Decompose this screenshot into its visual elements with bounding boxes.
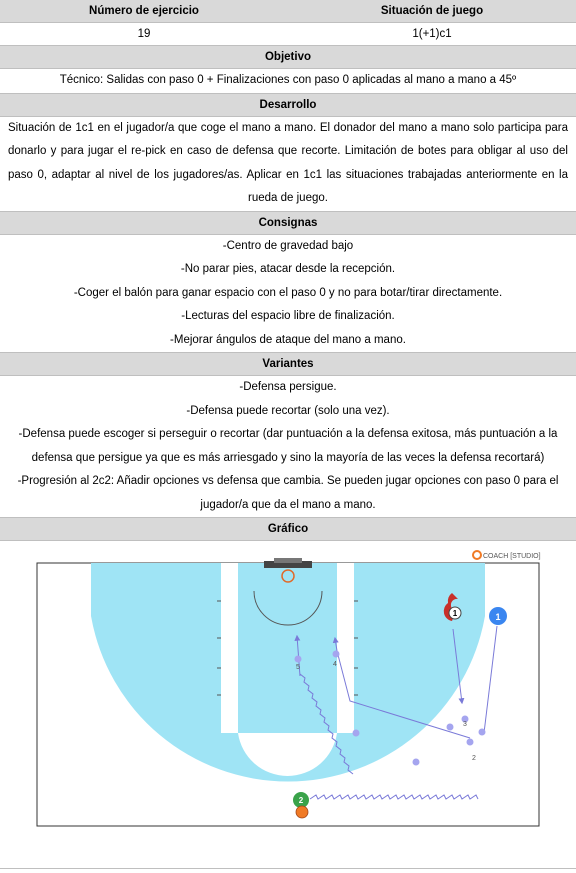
defender-number: 1 xyxy=(452,609,458,618)
variante-item: -Defensa puede escoger si perseguir o recortar (dar puntuación a la defensa exitosa, más puntuación a la defensa que persigue ya que es más arriesgado y sino la mayoría de las veces la defensa recortará) xyxy=(18,428,558,464)
exercise-number-label: Número de ejercicio xyxy=(89,5,199,17)
variante-item: -Defensa puede recortar (solo una vez). xyxy=(186,404,390,417)
court-svg xyxy=(0,541,576,868)
marker-5: 5 xyxy=(296,664,300,671)
variante-item: -Defensa persigue. xyxy=(239,381,337,393)
consignas-title: Consignas xyxy=(0,212,576,235)
consigna-item: -Centro de gravedad bajo xyxy=(222,239,354,252)
backboard-support xyxy=(274,558,302,563)
game-situation-label: Situación de juego xyxy=(380,5,484,17)
attacker-2-number: 2 xyxy=(298,796,304,805)
marker-2: 2 xyxy=(472,755,476,762)
consigna-item: -Mejorar ángulos de ataque del mano a mano. xyxy=(170,333,406,346)
header-labels-row xyxy=(0,0,576,23)
desarrollo-title: Desarrollo xyxy=(0,94,576,117)
variantes-title: Variantes xyxy=(0,353,576,376)
header-values-row xyxy=(0,23,576,46)
objetivo-title: Objetivo xyxy=(0,46,576,69)
brand-text: COACH [STUDIO] xyxy=(483,553,541,560)
consigna-item: -Lecturas del espacio libre de finalización. xyxy=(181,310,395,322)
marker-3: 3 xyxy=(463,721,467,728)
variantes-list xyxy=(0,376,576,518)
court-diagram xyxy=(0,541,576,869)
marker-4: 4 xyxy=(333,661,337,668)
variante-item: -Progresión al 2c2: Añadir opciones vs defensa que cambia. Se pueden jugar opciones con paso 0 para el jugador/a que da el mano a mano. xyxy=(17,475,559,511)
game-situation-value: 1(+1)c1 xyxy=(412,28,452,40)
consigna-item: -No parar pies, atacar desde la recepción. xyxy=(180,263,396,275)
lane-left xyxy=(221,563,238,733)
brand-logo-icon xyxy=(473,551,481,559)
lane-right xyxy=(337,563,354,733)
consignas-list xyxy=(0,235,576,354)
exercise-number-value: 19 xyxy=(137,28,151,40)
desarrollo-text: Situación de 1c1 en el jugador/a que coge el mano a mano. El donador del mano a mano solo participa para donarlo y para jugar el re-pick en caso de defensa que recorte. Limitación de botes para obligar al uso del paso 0, adaptar al nivel de los jugadores/as. Aplicar en 1c1 las situaciones trabajadas anteriormente en la rueda de juego. xyxy=(0,117,576,212)
attacker-1-number: 1 xyxy=(495,612,501,622)
grafico-title: Gráfico xyxy=(0,518,576,541)
objetivo-text: Técnico: Salidas con paso 0 + Finalizaciones con paso 0 aplicadas al mano a mano a 45º xyxy=(0,69,576,94)
consigna-item: -Coger el balón para ganar espacio con el paso 0 y no para botar/tirar directamente. xyxy=(73,286,503,299)
ball-icon xyxy=(296,806,308,818)
